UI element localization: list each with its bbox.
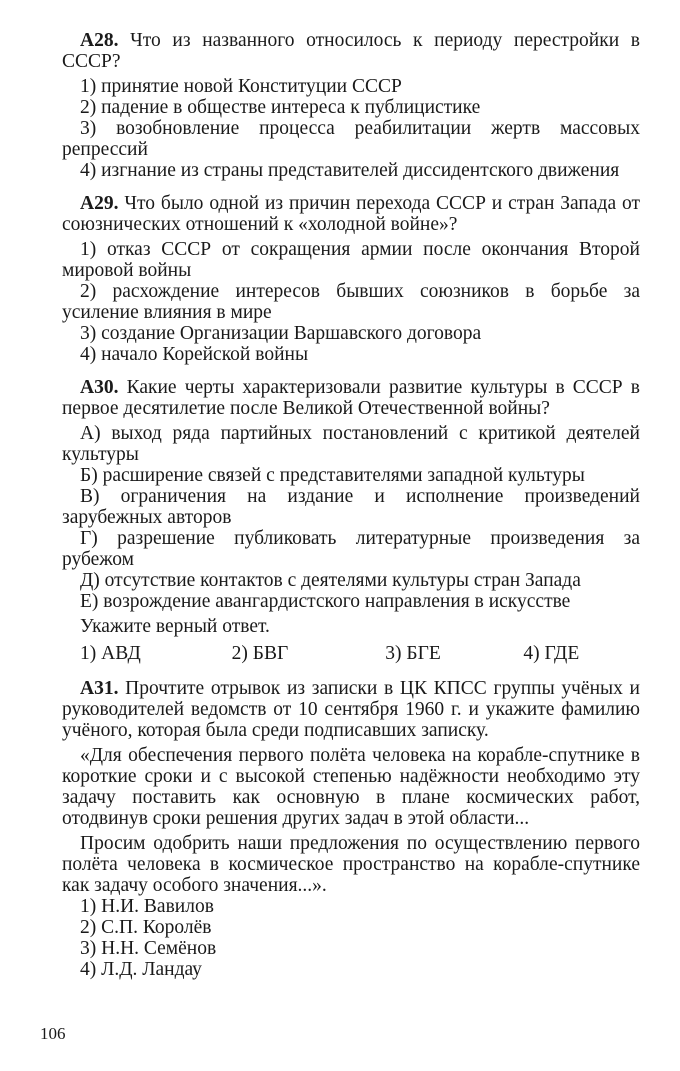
question-a30 xyxy=(62,377,640,637)
answer-choice: 1) АВД xyxy=(80,643,141,664)
question-stem xyxy=(62,193,640,235)
statement-item: Б) расширение связей с представителями западной культуры xyxy=(80,465,585,486)
answer-option: 1) отказ СССР от сокращения армии после окончания Второй мировой войны xyxy=(62,239,640,281)
question-text: Что было одной из причин перехода СССР и стран Запада от союзнических отношений к «холодной войне»? xyxy=(62,193,640,235)
answer-choice: 4) ГДЕ xyxy=(523,643,580,664)
question-stem xyxy=(62,377,640,419)
answer-choices-row xyxy=(62,643,640,664)
question-text: Прочтите отрывок из записки в ЦК КПСС группы учёных и руководителей ведомств от 10 сентября 1960 г. и укажите фамилию учёного, которая была среди подписавших записку. xyxy=(62,678,640,741)
answer-option: 1) принятие новой Конституции СССР xyxy=(80,76,402,97)
answer-option: 3) Н.Н. Семёнов xyxy=(80,938,217,959)
statement-item: Д) отсутствие контактов с деятелями культуры стран Запада xyxy=(80,570,581,591)
statement-item: Е) возрождение авангардистского направления в искусстве xyxy=(80,591,571,612)
question-number: А30. xyxy=(80,377,119,398)
answer-option: 3) возобновление процесса реабилитации жертв массовых репрессий xyxy=(62,118,640,160)
question-number: А29. xyxy=(80,193,119,214)
answer-option: 2) падение в обществе интереса к публицистике xyxy=(80,97,481,118)
answer-option: 3) создание Организации Варшавского договора xyxy=(80,323,482,344)
question-a28 xyxy=(62,30,640,181)
question-stem xyxy=(62,30,640,72)
question-number: А28. xyxy=(80,30,119,51)
answer-option: 4) Л.Д. Ландау xyxy=(80,959,202,980)
source-quote: «Для обеспечения первого полёта человека на корабле-спутнике в короткие сроки и с высокой степенью надёжности необходимо эту задачу поставить как основную в плане космических работ, отодвинув сроки решения других задач в этой области... xyxy=(62,745,640,829)
answer-option: 1) Н.И. Вавилов xyxy=(80,896,214,917)
statement-item: В) ограничения на издание и исполнение произведений зарубежных авторов xyxy=(62,486,640,528)
source-quote: Просим одобрить наши предложения по осуществлению первого полёта человека в космическое пространство на корабле-спутнике как задачу особого значения...». xyxy=(62,833,640,896)
statement-item: А) выход ряда партийных постановлений с критикой деятелей культуры xyxy=(62,423,640,465)
statement-item: Г) разрешение публиковать литературные произведения за рубежом xyxy=(62,528,640,570)
question-a31 xyxy=(62,678,640,980)
page-number: 106 xyxy=(40,1024,66,1043)
question-stem xyxy=(62,678,640,741)
answer-option: 4) начало Корейской войны xyxy=(80,344,309,365)
instruction-text: Укажите верный ответ. xyxy=(80,616,270,637)
answer-choice: 2) БВГ xyxy=(231,643,289,664)
question-text: Какие черты характеризовали развитие культуры в СССР в первое десятилетие после Великой Отечественной войны? xyxy=(62,377,640,419)
question-text: Что из названного относилось к периоду перестройки в СССР? xyxy=(62,30,640,72)
question-a29 xyxy=(62,193,640,365)
question-number: А31. xyxy=(80,678,119,699)
answer-option: 2) С.П. Королёв xyxy=(80,917,212,938)
answer-choice: 3) БГЕ xyxy=(385,643,441,664)
answer-option: 4) изгнание из страны представителей диссидентского движения xyxy=(80,160,620,181)
answer-option: 2) расхождение интересов бывших союзников в борьбе за усиление влияния в мире xyxy=(62,281,640,323)
